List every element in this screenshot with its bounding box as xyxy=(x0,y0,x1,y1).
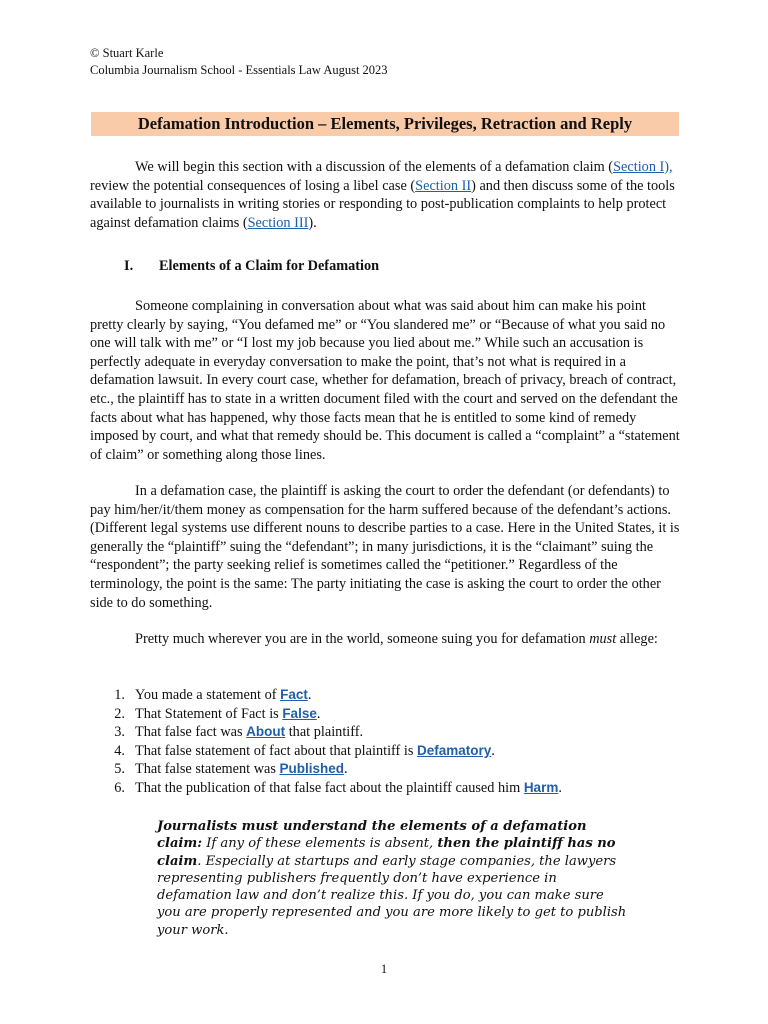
section-1-heading xyxy=(124,258,379,275)
intro-text-2: review the potential consequences of losing a libel case ( xyxy=(90,177,416,194)
item-number: 1. xyxy=(114,687,125,703)
item-number: 3. xyxy=(114,724,125,741)
paragraph-plaintiff-text: In a defamation case, the plaintiff is asking the court to order the defendant (or defendants) to pay him/her/it/them money as compensation for the harm suffered because of the defendant’s actions. (Different legal systems use different nouns to describe parties to a case. Here in the United States, it is generally the “plaintiff” suing the “defendant”; in many jurisdictions, it is the “claimant” suing the “respondent”; the party seeking relief is sometimes called the “petitioner.” Regardless of the terminology, the point is the same: The party initiating the case is asking the court to order the other side to do something. xyxy=(90,483,680,611)
list-item xyxy=(90,760,562,779)
section-1-link[interactable]: Section I), xyxy=(613,159,673,175)
callout-emphasis: then the plaintiff has no claim xyxy=(157,836,616,869)
item-text: That false statement was xyxy=(135,761,280,778)
list-item xyxy=(90,723,562,742)
page-number: 1 xyxy=(380,962,388,976)
section-1-title: Elements of a Claim for Defamation xyxy=(159,258,380,274)
document-title: Defamation Introduction – Elements, Privileges, Retraction and Reply xyxy=(91,112,679,136)
item-number: 6. xyxy=(114,779,125,796)
callout-heading: Journalists must understand the elements of a defamation claim: xyxy=(157,819,587,852)
item-suffix: . xyxy=(307,687,312,703)
item-number: 2. xyxy=(114,705,125,722)
document-header xyxy=(90,45,388,79)
item-text: That the publication of that false fact about the plaintiff caused him xyxy=(135,779,524,796)
published-link[interactable]: Published xyxy=(279,761,345,777)
item-suffix: . xyxy=(558,779,562,796)
harm-link[interactable]: Harm xyxy=(523,779,559,795)
list-item xyxy=(90,705,562,724)
false-link[interactable]: False xyxy=(282,705,317,721)
list-item xyxy=(90,686,562,705)
allege-emphasis: must xyxy=(589,631,617,647)
section-2-link[interactable]: Section II xyxy=(415,177,472,194)
intro-text-4: ). xyxy=(308,214,317,231)
item-number: 5. xyxy=(114,761,125,778)
journalist-callout xyxy=(157,818,627,939)
intro-paragraph xyxy=(90,158,680,232)
section-3-link[interactable]: Section III xyxy=(247,214,309,231)
section-1-number: I. xyxy=(124,258,134,274)
list-item xyxy=(90,742,562,761)
paragraph-plaintiff xyxy=(90,482,680,612)
paragraph-complaint xyxy=(90,297,680,464)
item-suffix: . xyxy=(344,761,348,778)
defamatory-link[interactable]: Defamatory xyxy=(417,742,492,758)
list-item xyxy=(90,779,562,798)
item-suffix: . xyxy=(491,742,495,759)
fact-link[interactable]: Fact xyxy=(280,687,308,702)
allege-text-2: allege: xyxy=(616,631,658,647)
callout-text-2: . Especially at startups and early stage companies, the lawyers representing publishers frequently don’t have experience in defamation law and don’t realize this. If you do, you can make sure you are properly represented and you are more likely to get to publish your work. xyxy=(157,853,627,938)
course-line: Columbia Journalism School - Essentials Law August 2023 xyxy=(90,63,388,77)
allege-text-1: Pretty much wherever you are in the world, someone suing you for defamation xyxy=(135,631,590,647)
item-suffix: that plaintiff. xyxy=(285,724,364,741)
item-suffix: . xyxy=(316,705,321,722)
intro-text-1: We will begin this section with a discussion of the elements of a defamation claim ( xyxy=(135,159,614,175)
intro-text-3: ) and then discuss some of the tools available to journalists in writing stories or responding to post-publication complaints to help protect against defamation claims ( xyxy=(90,177,675,231)
paragraph-complaint-text: Someone complaining in conversation about what was said about him can make his point pretty clearly by saying, “You defamed me” or “You slandered me” or “Because of what you said no one will talk with me” or “I lost my job because you lied about me.” While such an accusation is perfectly adequate in everyday conversation to make the point, that’s not what is required in a defamation lawsuit. In every court case, whether for defamation, breach of privacy, breach of contract, etc., the plaintiff has to state in a written document filed with the court and served on the defendant the facts about what has happened, why those facts mean that he is entitled to some kind of remedy imposed by court, and what that remedy should be. This document is called a “complaint” a “statement of claim” or something along those lines. xyxy=(90,298,680,463)
item-text: That false statement of fact about that plaintiff is xyxy=(135,742,418,759)
item-text: That false fact was xyxy=(135,724,247,741)
copyright-line: © Stuart Karle xyxy=(90,46,164,60)
elements-list xyxy=(90,686,562,798)
item-number: 4. xyxy=(114,742,125,759)
about-link[interactable]: About xyxy=(246,724,286,740)
callout-text-1: If any of these elements is absent, xyxy=(202,836,438,852)
paragraph-allege xyxy=(90,630,680,649)
item-text: You made a statement of xyxy=(135,687,281,703)
item-text: That Statement of Fact is xyxy=(135,705,283,722)
